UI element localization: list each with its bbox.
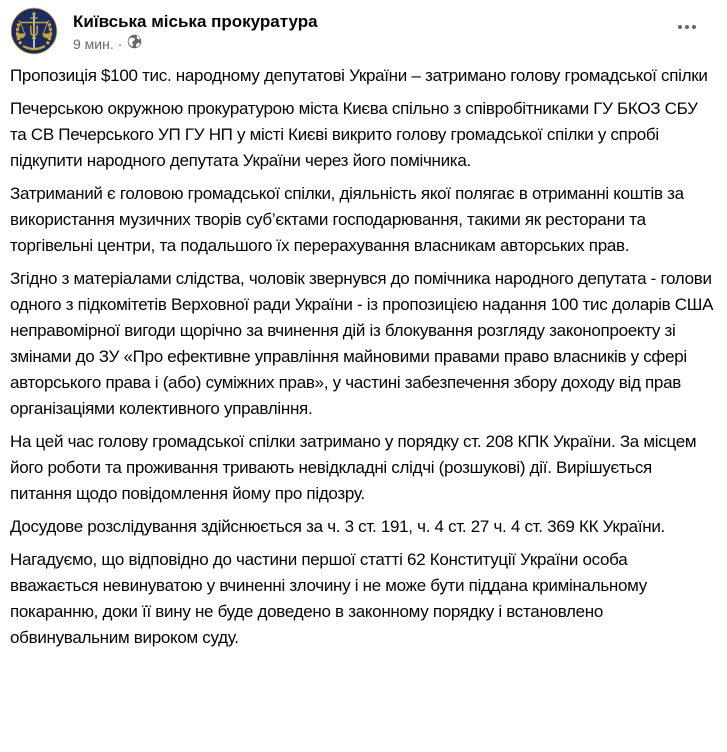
post-header [0, 0, 727, 55]
post-paragraph: На цей час голову громадської спілки затримано у порядку ст. 208 КПК України. За місцем його роботи та проживання тривають невідкладні слідчі (розшукові) дії. Вирішується питання щодо повідомлення йому про підозру. [10, 432, 697, 503]
timestamp-link[interactable] [73, 34, 318, 53]
header-text [73, 7, 318, 53]
post-paragraph: Досудове розслідування здійснюється за ч. 3 ст. 191, ч. 4 ст. 27 ч. 4 ст. 369 КК України. [10, 517, 665, 536]
post-paragraph: Печерською окружною прокуратурою міста Києва спільно з співробітниками ГУ БКОЗ СБУ та СВ Печерського УП ГУ НП у місті Києві викрито голову громадської спілки у спробі підкупити народного депутата України через його помічника. [10, 99, 698, 170]
post-body [0, 55, 727, 651]
meta-separator: · [117, 35, 123, 52]
post-paragraph: Пропозиція $100 тис. народному депутатові України – затримано голову громадської спілки [10, 66, 708, 85]
more-options-button[interactable] [673, 16, 701, 38]
timestamp: 9 мин. [73, 35, 114, 52]
globe-icon [127, 34, 142, 53]
post-paragraph: Нагадуємо, що відповідно до частини першої статті 62 Конституції України особа вважається невинуватою у вчиненні злочину і не може бути піддана кримінальному покаранню, доки її вину не буде доведено в законному порядку і встановлено обвинувальним вироком суду. [10, 550, 647, 647]
post-paragraph: Згідно з матеріалами слідства, чоловік звернувся до помічника народного депутата - голови одного з підкомітетів Верховної ради України - із пропозицією надання 100 тис доларів США неправомірної вигоди щорічно за вчинення дій із блокування розгляду законопроекту зі змінами до ЗУ «Про ефективне управління майновими правами право власників у сфері авторського права і (або) суміжних прав», у частині забезпечення збору доходу від прав організаціями колективного управління. [10, 269, 714, 418]
prosecutor-emblem-icon [10, 7, 58, 55]
page-name-link[interactable]: Київська міська прокуратура [73, 12, 318, 31]
ellipsis-icon [678, 25, 696, 29]
post-paragraph: Затриманий є головою громадської спілки, діяльність якої полягає в отриманні коштів за використання музичних творів суб’єктами господарювання, такими як ресторани та торгівельні центри, та подальшого їх перерахування власникам авторських прав. [10, 184, 684, 255]
page-avatar[interactable] [10, 7, 58, 55]
